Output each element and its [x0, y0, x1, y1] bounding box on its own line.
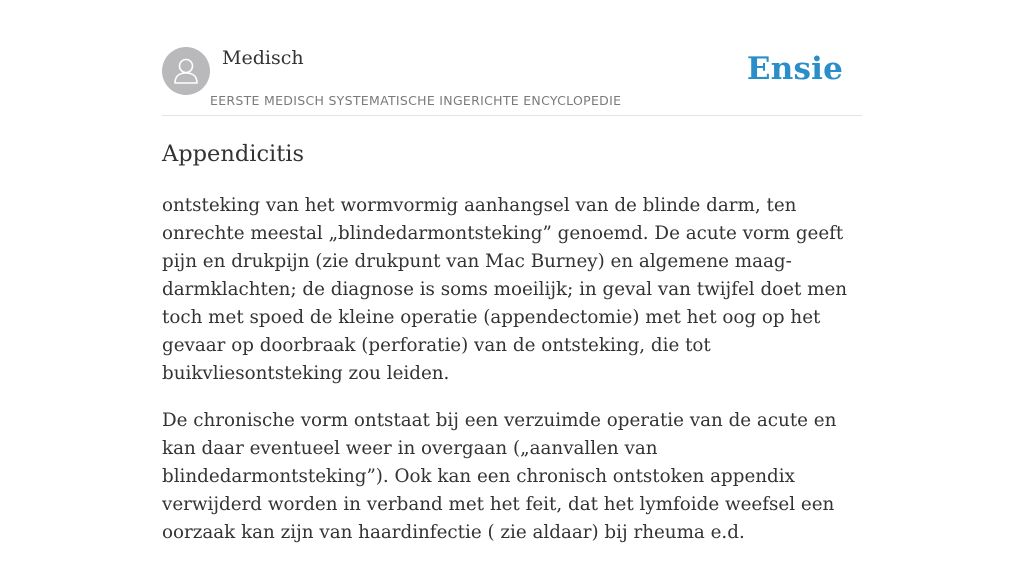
user-icon [162, 47, 210, 95]
article-title: Appendicitis [162, 141, 305, 167]
article-body [162, 192, 864, 566]
article-paragraph: ontsteking van het wormvormig aanhangsel van de blinde darm, ten onrechte meestal „blindedarmontsteking” genoemd. De acute vorm geeft pijn en drukpijn (zie drukpunt van Mac Burney) en algemene maag-darmklachten; de diagnose is soms moeilijk; in geval van twijfel doet men toch met spoed de kleine operatie (appendectomie) met het oog op het gevaar op doorbraak (perforatie) van de ontsteking, die tot buikvliesontsteking zou leiden. [162, 195, 848, 384]
avatar[interactable] [162, 47, 210, 95]
brand-logo[interactable]: Ensie [746, 51, 843, 87]
header-divider [162, 115, 862, 116]
site-name[interactable]: Medisch [222, 47, 304, 69]
site-subtitle: EERSTE MEDISCH SYSTEMATISCHE INGERICHTE ENCYCLOPEDIE [210, 93, 622, 108]
article-paragraph: De chronische vorm ontstaat bij een verzuimde operatie van de acute en kan daar eventueel weer in overgaan („aanvallen van blindedarmontsteking”). Ook kan een chronisch ontstoken appendix verwijderd worden in verband met het feit, dat het lymfoide weefsel een oorzaak kan zijn van haardinfectie ( zie aldaar) bij rheuma e.d. [162, 410, 837, 543]
